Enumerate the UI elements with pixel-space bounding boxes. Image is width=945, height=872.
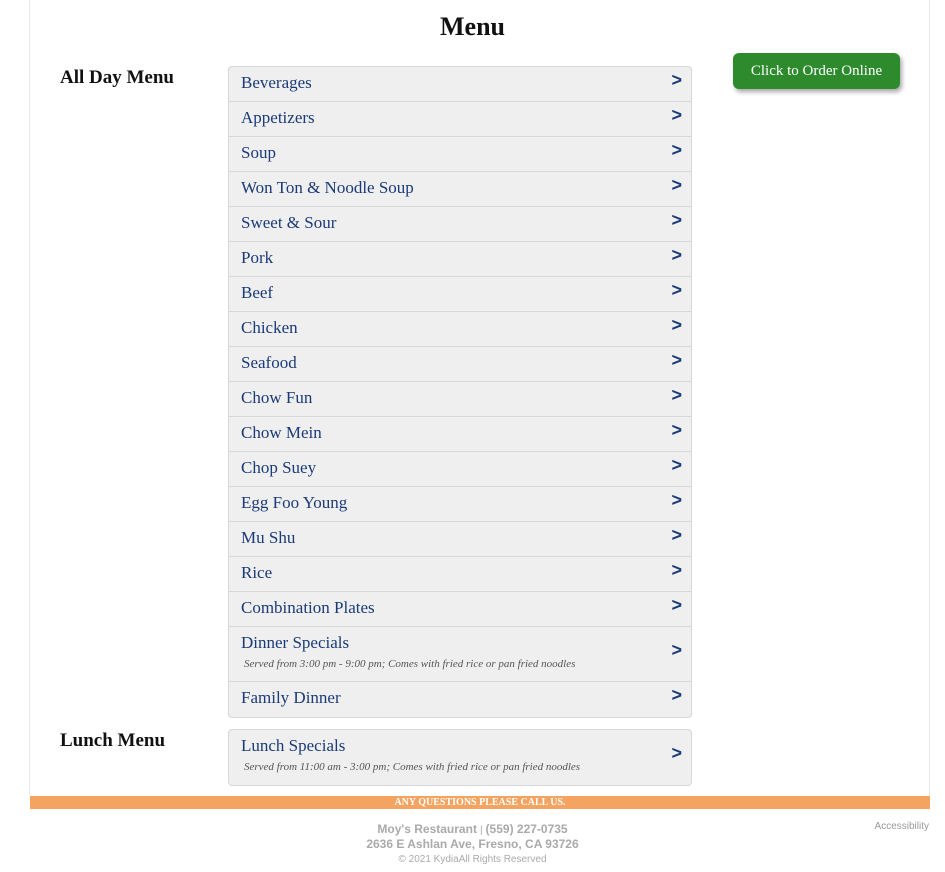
menu-category-dinner-specials[interactable] [229, 627, 691, 682]
chevron-right-icon: > [671, 455, 682, 475]
chevron-right-icon: > [671, 525, 682, 545]
menu-category-pork[interactable] [229, 242, 691, 277]
menu-category-label: Beef [241, 283, 274, 302]
menu-category-label: Sweet & Sour [241, 213, 337, 232]
chevron-right-icon: > [671, 70, 682, 90]
copyright-text: © 2021 [398, 854, 431, 865]
menu-category-label: Dinner Specials [241, 633, 350, 652]
chevron-right-icon: > [671, 350, 682, 370]
lunch-menu-list [228, 729, 692, 786]
menu-category-label: Soup [241, 143, 276, 162]
chevron-right-icon: > [671, 105, 682, 125]
menu-category-label: Chicken [241, 318, 298, 337]
menu-category-mu-shu[interactable] [229, 522, 691, 557]
address-text: 2636 E Ashlan Ave, Fresno, CA 93726 [366, 837, 579, 851]
rights-text: All Rights Reserved [458, 854, 547, 865]
menu-category-beef[interactable] [229, 277, 691, 312]
chevron-right-icon: > [671, 385, 682, 405]
menu-category-won-ton-and-noodle-soup[interactable] [229, 172, 691, 207]
menu-category-label: Chow Mein [241, 423, 322, 442]
menu-category-rice[interactable] [229, 557, 691, 592]
restaurant-name: Moy's Restaurant [377, 822, 477, 836]
menu-category-label: Pork [241, 248, 274, 267]
chevron-right-icon: > [671, 280, 682, 300]
menu-category-chow-mein[interactable] [229, 417, 691, 452]
menu-category-label: Chop Suey [241, 458, 317, 477]
chevron-right-icon: > [671, 490, 682, 510]
menu-category-egg-foo-young[interactable] [229, 487, 691, 522]
menu-category-chow-fun[interactable] [229, 382, 691, 417]
chevron-right-icon: > [671, 743, 682, 763]
chevron-right-icon: > [671, 210, 682, 230]
menu-category-note: Served from 11:00 am - 3:00 pm; Comes with fried rice or pan fried noodles [244, 761, 581, 773]
footer-separator: | [479, 825, 483, 836]
menu-category-label: Mu Shu [241, 528, 296, 547]
chevron-right-icon: > [671, 315, 682, 335]
menu-category-label: Rice [241, 563, 273, 582]
all-day-menu-heading: All Day Menu [60, 67, 174, 88]
menu-category-label: Seafood [241, 353, 297, 372]
phone-link[interactable]: (559) 227-0735 [485, 822, 568, 836]
menu-category-label: Egg Foo Young [241, 493, 348, 512]
menu-category-family-dinner[interactable] [229, 682, 691, 717]
chevron-right-icon: > [671, 640, 682, 660]
call-us-banner: ANY QUESTIONS PLEASE CALL US. [30, 796, 930, 809]
menu-category-label: Lunch Specials [241, 736, 346, 755]
order-online-button[interactable]: Click to Order Online [733, 53, 900, 89]
menu-category-lunch-specials[interactable] [229, 730, 691, 785]
chevron-right-icon: > [671, 175, 682, 195]
chevron-right-icon: > [671, 595, 682, 615]
menu-category-label: Beverages [241, 73, 312, 92]
menu-category-note: Served from 3:00 pm - 9:00 pm; Comes with fried rice or pan fried noodles [244, 658, 576, 670]
menu-category-soup[interactable] [229, 137, 691, 172]
menu-category-label: Won Ton & Noodle Soup [241, 178, 414, 197]
menu-category-sweet-and-sour[interactable] [229, 207, 691, 242]
menu-category-chicken[interactable] [229, 312, 691, 347]
menu-category-chop-suey[interactable] [229, 452, 691, 487]
page-title: Menu [440, 12, 505, 41]
chevron-right-icon: > [671, 420, 682, 440]
all-day-menu-list [228, 66, 692, 718]
accessibility-link[interactable]: Accessibility [874, 821, 929, 832]
menu-category-label: Combination Plates [241, 598, 375, 617]
menu-category-combination-plates[interactable] [229, 592, 691, 627]
chevron-right-icon: > [671, 685, 682, 705]
menu-category-label: Appetizers [241, 108, 315, 127]
chevron-right-icon: > [671, 245, 682, 265]
lunch-menu-heading: Lunch Menu [60, 730, 166, 751]
menu-category-beverages[interactable] [229, 67, 691, 102]
chevron-right-icon: > [671, 140, 682, 160]
kydia-link[interactable]: Kydia [433, 854, 459, 865]
footer [0, 822, 945, 865]
menu-category-appetizers[interactable] [229, 102, 691, 137]
menu-category-label: Family Dinner [241, 688, 341, 707]
menu-category-label: Chow Fun [241, 388, 313, 407]
chevron-right-icon: > [671, 560, 682, 580]
menu-category-seafood[interactable] [229, 347, 691, 382]
